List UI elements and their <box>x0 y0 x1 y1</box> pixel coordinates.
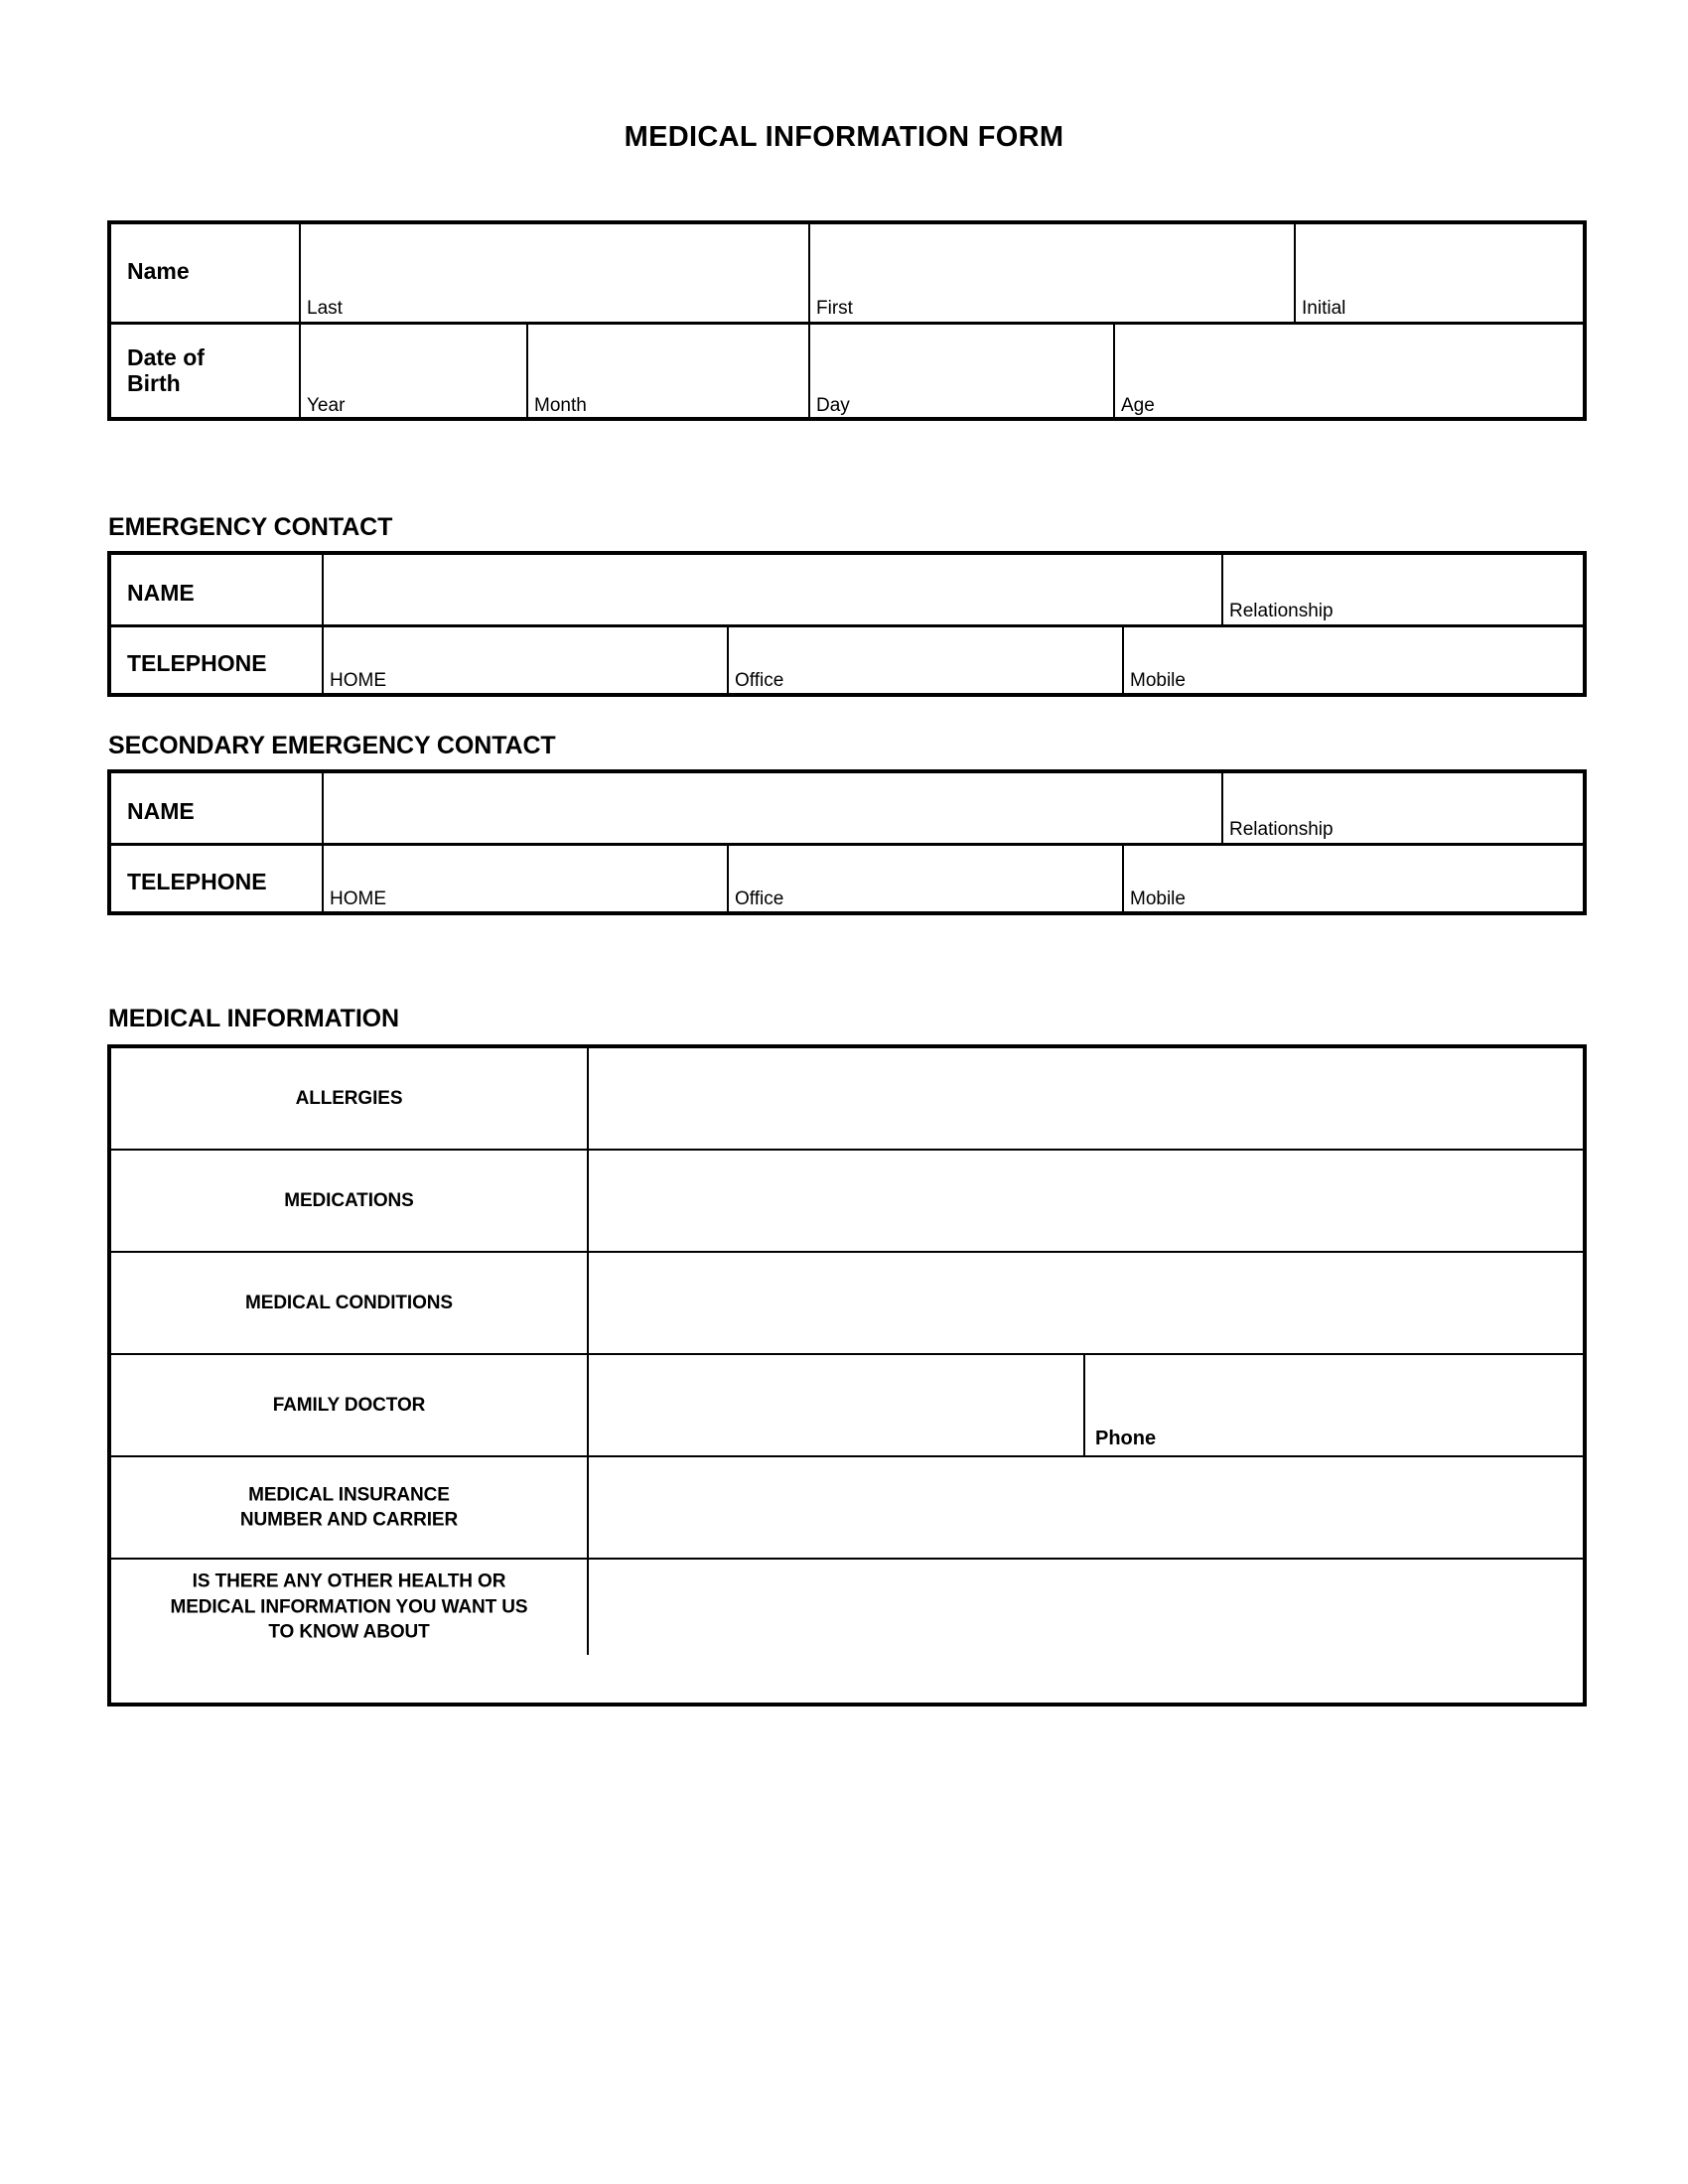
dob-month-cell[interactable] <box>526 325 808 419</box>
medical-information-heading: MEDICAL INFORMATION <box>108 1005 399 1032</box>
identity-table <box>107 220 1587 421</box>
medical-row-allergies-label-cell <box>111 1048 587 1149</box>
medical-row-other-info-label-line2: MEDICAL INFORMATION YOU WANT US <box>170 1596 528 1618</box>
name-label: Name <box>127 258 190 284</box>
family-doctor-phone-caption: Phone <box>1095 1428 1157 1449</box>
medical-row-insurance-label-line1: MEDICAL INSURANCE <box>248 1483 450 1505</box>
medical-information-table <box>107 1044 1587 1706</box>
medical-row-conditions-label-cell <box>111 1253 587 1353</box>
dob-day-cell[interactable] <box>808 325 1113 419</box>
name-initial-cell[interactable] <box>1294 224 1583 322</box>
medical-row-family-doctor-value-cell[interactable] <box>587 1355 1083 1455</box>
emergency-phone-home-cell[interactable] <box>322 627 727 694</box>
medical-row-medications-label-cell <box>111 1151 587 1251</box>
medical-row-other-info-label-line1: IS THERE ANY OTHER HEALTH OR <box>192 1570 506 1592</box>
secondary-emergency-telephone-label: TELEPHONE <box>127 869 267 894</box>
dob-age-cell[interactable] <box>1113 325 1583 419</box>
emergency-phone-office-caption: Office <box>735 670 784 691</box>
secondary-emergency-relationship-caption: Relationship <box>1229 819 1334 840</box>
secondary-emergency-name-value-cell[interactable] <box>322 773 1221 843</box>
name-row <box>111 224 1583 325</box>
medical-row-insurance-label-cell <box>111 1457 587 1558</box>
medical-row-other-info <box>111 1560 1583 1655</box>
name-last-cell[interactable] <box>299 224 808 322</box>
medical-row-other-info-label-cell <box>111 1560 587 1655</box>
name-first-caption: First <box>816 298 853 319</box>
emergency-contact-heading: EMERGENCY CONTACT <box>108 513 393 541</box>
secondary-emergency-contact-table <box>107 769 1587 915</box>
medical-row-insurance-value-cell[interactable] <box>587 1457 1583 1558</box>
emergency-phone-home-caption: HOME <box>330 670 386 691</box>
emergency-name-value-cell[interactable] <box>322 555 1221 624</box>
secondary-emergency-name-label: NAME <box>127 798 195 824</box>
date-of-birth-label <box>127 344 205 397</box>
medical-row-conditions-value-cell[interactable] <box>587 1253 1583 1353</box>
medical-row-insurance <box>111 1457 1583 1560</box>
secondary-emergency-phone-mobile-caption: Mobile <box>1130 888 1186 909</box>
name-first-cell[interactable] <box>808 224 1294 322</box>
medical-row-family-doctor <box>111 1355 1583 1457</box>
emergency-relationship-cell[interactable] <box>1221 555 1583 624</box>
dob-year-caption: Year <box>307 395 346 416</box>
emergency-name-row <box>111 555 1583 627</box>
emergency-relationship-caption: Relationship <box>1229 601 1334 621</box>
emergency-contact-table <box>107 551 1587 697</box>
date-of-birth-row <box>111 325 1583 419</box>
page-title: MEDICAL INFORMATION FORM <box>624 121 1064 153</box>
secondary-emergency-contact-heading: SECONDARY EMERGENCY CONTACT <box>108 732 556 759</box>
medical-row-medications <box>111 1151 1583 1253</box>
dob-label-line2: Birth <box>127 370 181 397</box>
medical-row-family-doctor-label-cell <box>111 1355 587 1455</box>
medical-row-conditions-label: MEDICAL CONDITIONS <box>245 1292 453 1313</box>
emergency-phone-mobile-caption: Mobile <box>1130 670 1186 691</box>
medical-row-other-info-value-cell[interactable] <box>587 1560 1583 1655</box>
medical-row-allergies <box>111 1048 1583 1151</box>
dob-label-line1: Date of <box>127 344 205 370</box>
emergency-telephone-row <box>111 627 1583 694</box>
secondary-emergency-telephone-row <box>111 846 1583 912</box>
medical-row-other-info-label-line3: TO KNOW ABOUT <box>268 1621 430 1643</box>
medical-row-allergies-label: ALLERGIES <box>295 1087 403 1109</box>
secondary-emergency-phone-home-cell[interactable] <box>322 846 727 912</box>
name-last-caption: Last <box>307 298 343 319</box>
secondary-emergency-relationship-cell[interactable] <box>1221 773 1583 843</box>
secondary-emergency-phone-office-caption: Office <box>735 888 784 909</box>
dob-age-caption: Age <box>1121 395 1155 416</box>
medical-row-medications-value-cell[interactable] <box>587 1151 1583 1251</box>
secondary-emergency-name-row <box>111 773 1583 846</box>
secondary-emergency-phone-home-caption: HOME <box>330 888 386 909</box>
dob-year-cell[interactable] <box>299 325 526 419</box>
dob-day-caption: Day <box>816 395 850 416</box>
medical-row-insurance-label-line2: NUMBER AND CARRIER <box>239 1509 459 1531</box>
medical-row-family-doctor-label: FAMILY DOCTOR <box>272 1394 426 1416</box>
medical-row-allergies-value-cell[interactable] <box>587 1048 1583 1149</box>
secondary-emergency-phone-office-cell[interactable] <box>727 846 1122 912</box>
dob-month-caption: Month <box>534 395 587 416</box>
medical-row-insurance-label <box>111 1482 587 1533</box>
emergency-name-label: NAME <box>127 580 195 606</box>
medical-row-conditions <box>111 1253 1583 1355</box>
name-initial-caption: Initial <box>1302 298 1346 319</box>
medical-row-family-doctor-phone-cell[interactable] <box>1083 1355 1583 1455</box>
medical-row-other-info-label <box>111 1570 587 1646</box>
secondary-emergency-phone-mobile-cell[interactable] <box>1122 846 1583 912</box>
emergency-telephone-label: TELEPHONE <box>127 650 267 676</box>
emergency-phone-office-cell[interactable] <box>727 627 1122 694</box>
emergency-phone-mobile-cell[interactable] <box>1122 627 1583 694</box>
medical-row-medications-label: MEDICATIONS <box>284 1189 414 1211</box>
